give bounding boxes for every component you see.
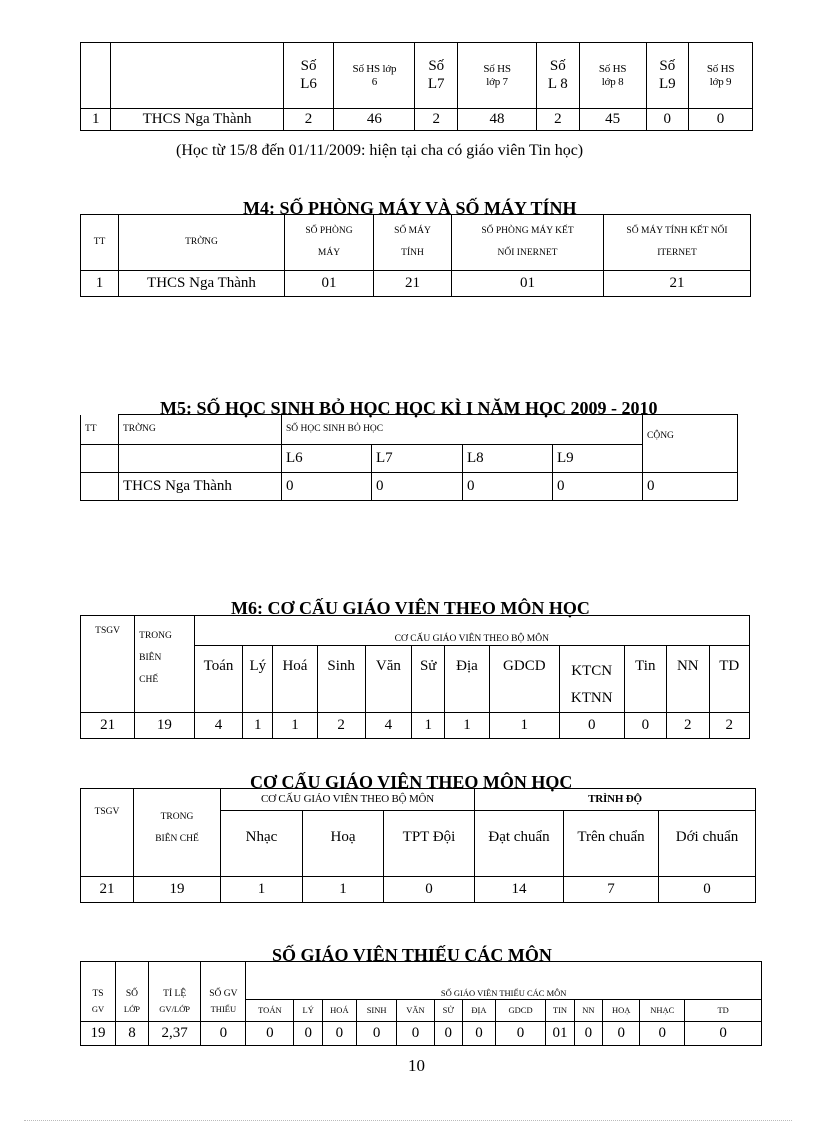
- table-class-counts: [80, 42, 753, 131]
- col-header: Số HS lớp 9: [689, 43, 753, 109]
- table-subheader-row: GV LỚP GV/LỚP THIẾU TOÁN LÝ HOÁ SINH VĂN SỬ ĐỊA GDCD TIN NN HOẠ NHẠC TD: [81, 1000, 762, 1022]
- table-row: 1 THCS Nga Thành 2 46 2 48 2 45 0 0: [81, 109, 753, 131]
- table-row: 21 19 1 1 0 14 7 0: [81, 877, 756, 903]
- col-header: Số L9: [646, 43, 689, 109]
- col-header: Số HS lớp 6: [334, 43, 415, 109]
- table-computer-rooms: [80, 214, 751, 297]
- table-subheader-row: Toán Lý Hoá Sinh Văn Sử Địa GDCD KTCN KTNN Tin NN TD: [81, 646, 750, 713]
- table-teacher-shortage: [80, 961, 762, 1046]
- table-teacher-qualification: [80, 788, 756, 903]
- section-title-m5: M5: SỐ HỌC SINH BỎ HỌC HỌC KÌ I NĂM HỌC 2009 - 2010: [160, 398, 658, 418]
- col-header: Số L6: [283, 43, 334, 109]
- section-title-m4: M4: SỐ PHÒNG MÁY VÀ SỐ MÁY TÍNH: [243, 198, 577, 218]
- table-subheader-row: L6 L7 L8 L9: [81, 445, 738, 473]
- table-row: THCS Nga Thành 0 0 0 0 0: [81, 473, 738, 501]
- table-header-row: [81, 43, 753, 109]
- col-header: Số HS lớp 8: [579, 43, 646, 109]
- table-dropouts: [80, 414, 738, 501]
- section-title-structure: CƠ CẤU GIÁO VIÊN THEO MÔN HỌC: [250, 772, 573, 792]
- col-header: Số L 8: [537, 43, 580, 109]
- table-row: 1 THCS Nga Thành 01 21 01 21: [81, 271, 751, 297]
- table-header-row: TS SỐ TỈ LỆ SỐ GV SỐ GIÁO VIÊN THIẾU CÁC MÔN: [81, 962, 762, 1000]
- table-subheader-row: Nhạc Hoạ TPT Đội Đạt chuẩn Trên chuẩn Dới chuẩn: [81, 811, 756, 877]
- table-row: 19 8 2,37 0 0 0 0 0 0 0 0 0 01 0 0 0 0: [81, 1022, 762, 1046]
- col-header: Số L7: [415, 43, 458, 109]
- table-row: 21 19 4 1 1 2 4 1 1 1 0 0 2 2: [81, 713, 750, 739]
- col-header: Số HS lớp 7: [458, 43, 537, 109]
- page-divider: [24, 1120, 792, 1121]
- table-teacher-structure: [80, 615, 750, 739]
- table-header-row: TSGV TRONG BIÊN CHẾ CƠ CẤU GIÁO VIÊN THEO BỘ MÔN: [81, 616, 750, 646]
- table-header-row: TT TRỜNG SỐ HỌC SINH BỎ HỌC CỘNG: [81, 415, 738, 445]
- table-header-row: TSGV TRONG BIÊN CHẾ CƠ CẤU GIÁO VIÊN THEO BỘ MÔN TRÌNH ĐỘ: [81, 789, 756, 811]
- page-number: 10: [408, 1056, 425, 1075]
- note-text: (Học từ 15/8 đến 01/11/2009: hiện tại cha có giáo viên Tin học): [176, 142, 584, 159]
- section-title-shortage: SỐ GIÁO VIÊN THIẾU CÁC MÔN: [272, 945, 552, 965]
- table-header-row: TT TRỜNG SỐ PHÒNG MÁY SỐ MÁY TÍNH SỐ PHÒNG MÁY KẾT NỐI INERNET SỐ MÁY TÍNH KẾT NỐI ITERNET: [81, 215, 751, 271]
- section-title-m6: M6: CƠ CẤU GIÁO VIÊN THEO MÔN HỌC: [231, 598, 590, 618]
